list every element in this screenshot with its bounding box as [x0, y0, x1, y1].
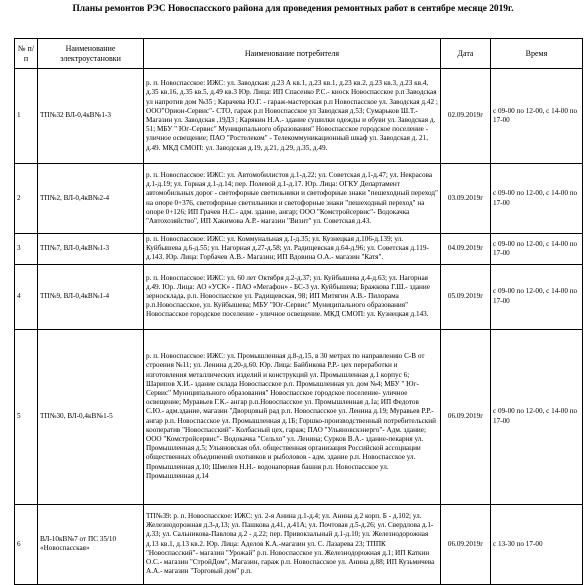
row-time: с 09-00 по 12-00, с 14-00 по 17-00	[491, 164, 583, 234]
row-object: ТП№7, ВЛ-0,4кВ№1-3	[38, 234, 144, 265]
table-row	[15, 234, 583, 265]
row-consumers: р. п. Новоспасское: ИЖС: ул. Заводская: д.23 А кв.1, д.23 кв.1, д.23 кв.2, д.23 кв.3, д.23 кв.4, д.35 кв.16, д.35 кв.5, д.49 кв.3 Юр. Лица: ИП Спасенко Р.С.- киоск Новоспасское р.п Заводская ул напротив дом №35 ; Карачева Ю.Г. - гараж-мастерская р.п Новоспасское ул. Заводская д.42 ; ООО"Орион-Сервис"- СТО, гараж р.п Новоспасское ул Заводская д.53; Сумарьков Ш.Т.- Магазин ул. Заводская ,19Д3 ; Карякин Н.А.- здание сушилки одежды и обуви ул. Заводская д. 51; МБУ " Юг-Сервис" Муниципального образования" Новоспасское городское поселение - уличное освещение; ПАО "Ростелеком" - Телекоммуникационный шкаф ул. Заводская д. 21, д.49. МКД СМОП: ул. Заводская д.19, д.21, д.29, д.35, д.49.	[144, 69, 441, 164]
row-object: ТП№30, ВЛ-0,4кВ№1-5	[38, 329, 144, 504]
row-consumers: р. п. Новоспасское: ИЖС: ул. 60 лет Октября д.2-д.37; ул. Куйбышева д.4-д.63; ул. Нагорная д.49. Юр. Лица: АО «УСК» - ПАО «Мегафон» - БС-3 ул. Куйбышева; Бражкова Г.Ш.- здание зерносклада, р.п. Новоспасское ул. Радищевская, 98; ИП Митягин А.В.- Пилорамa р.п.Новоспасское, ул. Куйбышева; МБУ "Юг-Сервис" Муниципального образования" Новоспасское городское поселение - уличное освещение. МКД СМОП: ул. Кузнецкая д.143.	[144, 264, 441, 329]
row-num: 2	[15, 164, 38, 234]
row-date: 03.09.2019г	[441, 164, 491, 234]
row-object: ВЛ-10кВ№7 от ПС 35/10 «Новоспасская»	[38, 504, 144, 584]
row-time: с 09-00 по 12-00, с 14-00 по 17-00	[491, 264, 583, 329]
row-consumers: р. п. Новоспасское: ИЖС: ул. Коммунальная д.1-д.35; ул. Кузнецкая д.106-д.139; ул. Куйбышева д.6-д.55; ул. Нагорная д.27-д.58; ул. Радищевская д.64-д.96; ул. Советская д.119-д.143. Юр. Лица: Горбачев А.В.- Магазин; ИП Вдовина О.А.- магазин "Катя".	[144, 234, 441, 265]
header-num: № п/п	[15, 39, 38, 69]
table-header-row	[15, 39, 583, 69]
row-date: 06.09.2019г	[441, 504, 491, 584]
repair-plan-table	[14, 38, 583, 585]
row-date: 04.09.2019г	[441, 234, 491, 265]
row-consumers: ТП№39: р. п. Новоспасское: ИЖС: ул. 2-я Анина д.1-д.4; ул. Анина д.2 корп. Б - д.102; ул. Железнодорожная д.3-д.13; ул. Пашкова д.41, д.41А; ул. Почтовая д.5-д.26; ул. Свердлова д.1-д.33; ул. Сальникова-Павлова д.2 - д.22; пер. Привокзальный д.1-д.10; ул. Железнодорожная д.13 кв.1, д.13 кв.2. Юр. Лица: Аделов К.А.-магазин ул. С. Лазарева 23; ТППК "Новоспасский"- магазин "Урожай" р.п. Новоспасское ул. Железнодорожная д.1; ИП Каткин О.С.- магазин "СтройДом", Магазин, гараж р.п. Новоспасское ул. Анина д.88; ИП Кузьмичева А.А.- магазин "Торговый дом" р.п.	[144, 504, 441, 584]
table-row	[15, 264, 583, 329]
table-row	[15, 69, 583, 164]
row-num: 6	[15, 504, 38, 584]
header-consumers: Наименование потребителя	[144, 39, 441, 69]
row-num: 1	[15, 69, 38, 164]
row-object: ТП№32 ВЛ-0,4кВ№1-3	[38, 69, 144, 164]
row-time: с 09-00 по 12-00, с 14-00 по 17-00	[491, 329, 583, 504]
row-num: 5	[15, 329, 38, 504]
row-date: 02.09.2019г	[441, 69, 491, 164]
table-row	[15, 329, 583, 504]
header-object: Наименование электроустановки	[38, 39, 144, 69]
row-num: 4	[15, 264, 38, 329]
row-date: 05.09.2019г	[441, 264, 491, 329]
header-date: Дата	[441, 39, 491, 69]
table-row	[15, 504, 583, 584]
row-object: ТП№2, ВЛ-0,4кВ№2-4	[38, 164, 144, 234]
row-date: 06.09.2019г	[441, 329, 491, 504]
row-time: с 13-30 по 17-00	[491, 504, 583, 584]
row-consumers: р. п. Новоспасское: ИЖС: ул. Промышленная д.8-д.15, в 30 метрах по направлению С-В от строения №11; ул. Ленина д.20-д.60. Юр. Лица: Байбикова Р.Р.- цех переработки и изготовления металлических изделий и конструкций ул. Промышленная д.1 корпус 6; Шарипов Х.И.- здание склада Новоспасское р.п. Промышленная ул. дом №4; МБУ " Юг-Сервис" Муниципального образования" Новоспасское городское поселение- уличное освещение; Муравьев Г.К.- ангар р.п.Новоспасское ул. Промышленная д.1а; ИП Федотов С.Ю.- адм.здание, магазин "Дворцовый рад р.п. Новоспасское ул. Ленина д.19; Муравьев Р.Р.- ангар р.п. Новоспасское ул. Промышленная д.1Б; Горшко-производственный потребительский кооператив "Новоспасский"- Колбасный цех, гараж; ПАО "Ульяновскэнерго"- Адм. здание; ООО "Комстройсервис"- Водокачка "Сельхо" ул. Ленина; Сурков В.А.- здание-пекарня ул. Промышленная д.5; Ульяновская обл. общественная организация Российской ассоциации общественных объединений охотников и рыболовов - адм. здание р.п. Новоспасское ул. Промышленная д.10; Шмелев Н.Н.- водонапорная башня р.п. Новоспасское ул. Промышленная д.14	[144, 329, 441, 504]
row-time: с 09-00 по 12-00, с 14-00 по 17-00	[491, 234, 583, 265]
row-object: ТП№9, ВЛ-0,4кВ№1-4	[38, 264, 144, 329]
row-time: с 09-00 по 12-00, с 14-00 по 17-00	[491, 69, 583, 164]
row-consumers: р. п. Новоспасское: ИЖС: ул. Автомобилистов д.1-д.22; ул. Советская д.1-д.47; ул. Некрасова д.1-д.19; ул. Горная д.1-д.14; пер. Полевой д.1-д.17. Юр. Лица: ОГКУ Департамент автомобильных дорог - светофорные светильники и светофорные знаки "пешеходный переход" на опоре 0+376, светофорные светильники и светофорные знаки "пешеходный переход" на опоре 0+126; ИП Грачев Н.С.- адм. здание, ангар; ООО "Комстройсервис"- Водокачка "Автохозяйство", ИП Хакимова А.Р.- магазин "Визит" ул. Советская д.43.	[144, 164, 441, 234]
header-time: Время	[491, 39, 583, 69]
row-num: 3	[15, 234, 38, 265]
document-title: Планы ремонтов РЭС Новоспасского района для проведения ремонтных работ в сентябре месяце 2019г.	[72, 4, 514, 14]
table-row	[15, 164, 583, 234]
